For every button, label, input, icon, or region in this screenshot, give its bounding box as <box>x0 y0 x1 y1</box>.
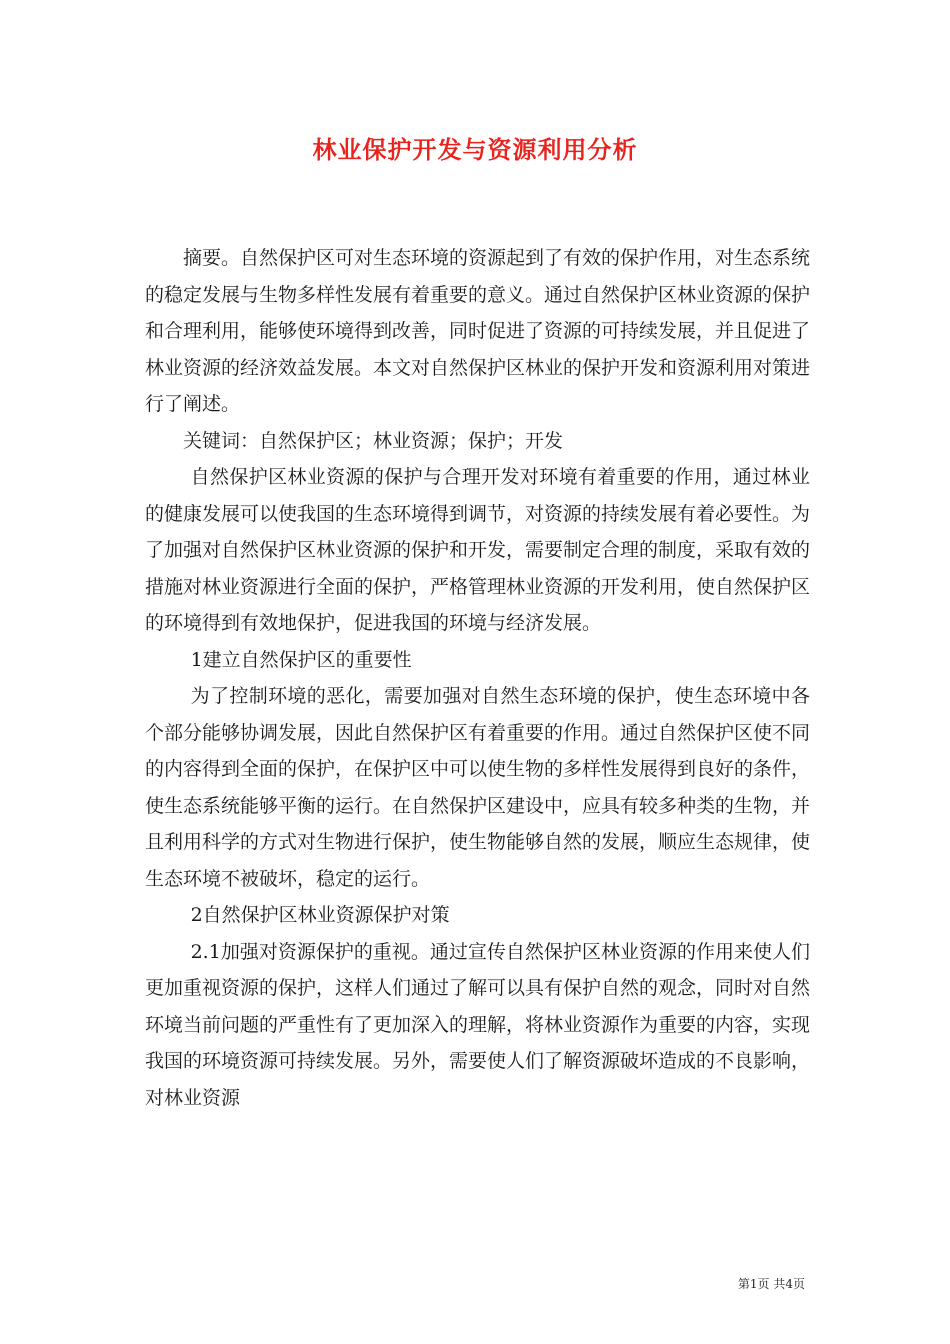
abstract-paragraph: 摘要。自然保护区可对生态环境的资源起到了有效的保护作用，对生态系统的稳定发展与生物多样性发展有着重要的意义。通过自然保护区林业资源的保护和合理利用，能够使环境得到改善，同时促进了资源的可持续发展，并且促进了林业资源的经济效益发展。本文对自然保护区林业的保护开发和资源利用对策进行了阐述。 <box>145 247 811 415</box>
document-body <box>145 240 810 1116</box>
document-title: 林业保护开发与资源利用分析 <box>312 135 638 164</box>
page-number: 第1页 共4页 <box>737 1277 805 1291</box>
section-heading-2: 2自然保护区林业资源保护对策 <box>190 904 450 926</box>
intro-paragraph: 自然保护区林业资源的保护与合理开发对环境有着重要的作用，通过林业的健康发展可以使我国的生态环境得到调节，对资源的持续发展有着必要性。为了加强对自然保护区林业资源的保护和开发，需要制定合理的制度，采取有效的措施对林业资源进行全面的保护，严格管理林业资源的开发利用，使自然保护区的环境得到有效地保护，促进我国的环境与经济发展。 <box>145 466 811 634</box>
section-heading-1: 1建立自然保护区的重要性 <box>190 648 412 671</box>
keywords-paragraph: 关键词：自然保护区；林业资源；保护；开发 <box>183 429 564 452</box>
section-2-1-paragraph: 2.1加强对资源保护的重视。通过宣传自然保护区林业资源的作用来使人们更加重视资源的保护，这样人们通过了解可以具有保护自然的观念，同时对自然环境当前问题的严重性有了更加深入的理解，将林业资源作为重要的内容，实现我国的环境资源可持续发展。另外，需要使人们了解资源破坏造成的不良影响，对林业资源 <box>145 940 811 1109</box>
section-1-paragraph: 为了控制环境的恶化，需要加强对自然生态环境的保护，使生态环境中各个部分能够协调发展，因此自然保护区有着重要的作用。通过自然保护区使不同的内容得到全面的保护，在保护区中可以使生物的多样性发展得到良好的条件，使生态系统能够平衡的运行。在自然保护区建设中，应具有较多种类的生物，并且利用科学的方式对生物进行保护，使生物能够自然的发展，顺应生态规律，使生态环境不被破坏，稳定的运行。 <box>145 685 811 890</box>
